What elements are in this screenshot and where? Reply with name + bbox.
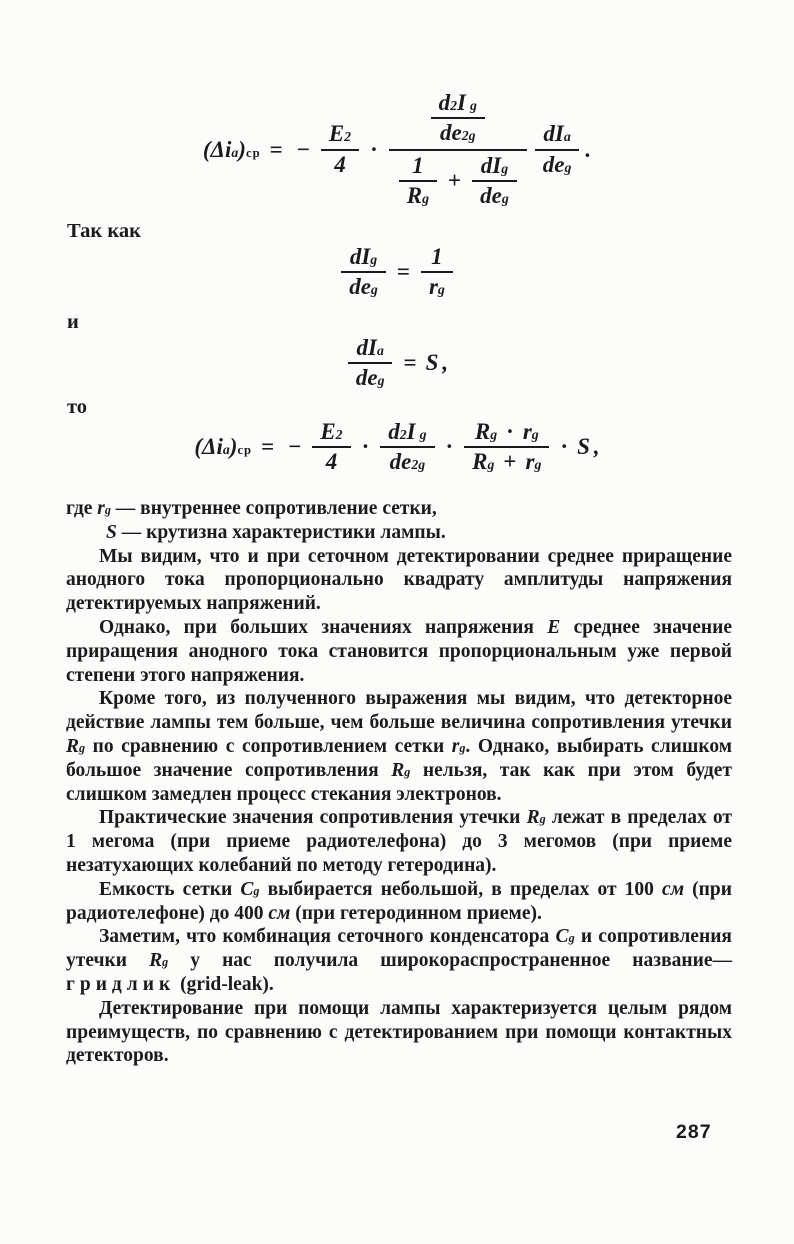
page-number: 287 (676, 1121, 712, 1143)
formula-dia-deg-slope: $\frac{dI_a}{de_g}$ = S , (0, 334, 794, 393)
formula-delta-ia-full: $(\Delta i_a)_{ср}$ = − $\frac{E^2}{4}$ · $d^2I$ $_g$ $de^2_g$ $\frac{1}{R_g}$ + $\frac{dI_g}{de_g}$ $\frac{dI_a}{de_g}$ . (202, 90, 592, 209)
paragraph-grid-leak-name: Заметим, что комбинация сеточного конденсатора $C_g$ и сопротивления утечки $R_g$ у нас получила широкораспространенное название—гридлик (grid-leak). (66, 926, 732, 995)
definition-s: S — крутизна характеристики лампы. (106, 521, 446, 543)
formula-dig-deg: $\frac{dI_g}{de_g}$ = $\frac{1}{r_g}$ (0, 243, 794, 302)
label-to: то (67, 396, 88, 418)
paragraph-grid-capacity: Емкость сетки $C_g$ выбирается небольшой, в пределах от 100 см (при радиотелефоне) до 400 см (при гетеродинном приеме). (66, 878, 732, 924)
body-text (66, 497, 732, 1068)
paragraph-advantages: Детектирование при помощи лампы характеризуется целым рядом преимуществ, по сравнению с детектированием при помощи контактных детекторов. (66, 997, 732, 1067)
formula-delta-ia-result: $(\Delta i_a)_{ср}$ = − $\frac{E^2}{4}$ · $d^2I$ $_g$ $de^2_g$ · $R_g$ · $r_g$ $R_g$ + $r_g$ · S , (194, 419, 600, 475)
definition-rg: где $r_g$ — внутреннее сопротивление сетки, (66, 498, 437, 519)
paragraph-detector-action: Кроме того, из полученного выражения мы видим, что детекторное действие лампы тем больше, чем больше величина сопротивления утечки $R_g$ по сравнению с сопротивлением сетки $r_g$. Однако, выбирать слишком большое значение сопротивления $R_g$ нельзя, так как при этом будет слишком замедлен процесс стекания электронов. (66, 688, 733, 805)
paragraph-practical-values: Практические значения сопротивления утечки $R_g$ лежат в пределах от 1 мегома (при приеме радиотелефона) до 3 мегомов (при приеме незатухающих колебаний по методу гетеродина). (66, 807, 732, 876)
label-i: и (67, 311, 79, 333)
paragraph-however-large-voltages: Однако, при больших значениях напряжения E среднее значение приращения анодного тока становится пропорциональным уже первой степени этого напряжения. (66, 616, 732, 686)
label-tak-kak: Так как (67, 220, 141, 242)
paragraph-we-see: Мы видим, что и при сеточном детектировании среднее приращение анодного тока пропорционально квадрату амплитуды напряжения детектируемых напряжений. (66, 545, 732, 615)
